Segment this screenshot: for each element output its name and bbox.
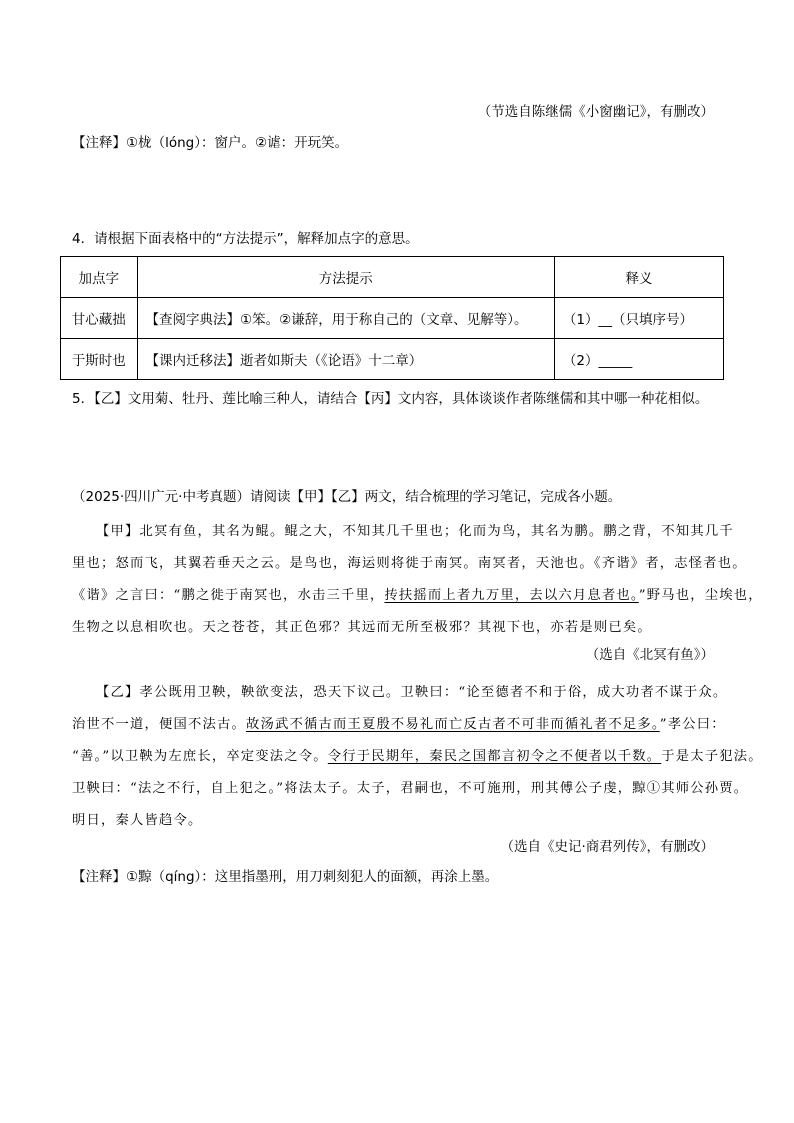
method-table (60, 256, 724, 380)
table-row (61, 339, 724, 380)
header-answer: 释义 (554, 257, 723, 298)
passage-jia-source: （选自《北冥有鱼》） (585, 647, 714, 663)
table-row (61, 298, 724, 339)
bottom-note: 【注释】①黥（qíng）：这里指墨刑，用刀刺刻犯人的面额，再涂上墨。 (72, 869, 499, 885)
question-5: 5．【乙】文用菊、牡丹、莲比喻三种人，请结合【丙】文内容，具体谈谈作者陈继儒和其中哪一种花相似。 (72, 391, 709, 407)
underlined-sentence: 抟扶摇而上者九万里，去以六月息者也。 (384, 588, 639, 603)
passage-line (72, 745, 763, 764)
section-intro: （2025·四川广元·中考真题）请阅读【甲】【乙】两文，结合梳理的学习笔记，完成各小题。 (72, 489, 622, 505)
text-segment: 于是太子犯法。 (661, 749, 763, 764)
underlined-sentence: 故汤武不循古而王夏殷不易礼而亡反古者不可非而循礼者不足多。 (245, 717, 660, 732)
text-segment: 《谐》之言曰：“鹏之徙于南冥也，水击三千里， (72, 588, 385, 603)
table-cell-word: 甘心藏拙 (61, 298, 138, 339)
header-hint: 方法提示 (137, 257, 554, 298)
passage-yi-source: （选自《史记·商君列传》，有删改） (500, 839, 714, 855)
table-cell-word: 于斯时也 (61, 339, 138, 380)
passage-line: 卫鞅曰：“法之不行，自上犯之。”将法太子。太子，君嗣也，不可施刑，刑其傅公子虔，黥①其师公孙贾。 (72, 781, 749, 796)
underlined-sentence: 令行于民期年，秦民之国都言初令之不便者以千数。 (327, 749, 662, 764)
header-word: 加点字 (61, 257, 138, 298)
top-note: 【注释】①栊（lóng）：窗户。②谑：开玩笑。 (72, 135, 349, 151)
passage-line: 里也；怒而飞，其翼若垂天之云。是鸟也，海运则将徙于南冥。南冥者，天池也。《齐谐》者，志怪者也。 (72, 556, 747, 571)
passage-line (72, 713, 726, 732)
table-cell-hint: 【查阅字典法】①笨。②谦辞，用于称自己的（文章、见解等）。 (137, 298, 554, 339)
passage-line: 明日，秦人皆趋令。 (72, 813, 203, 828)
text-segment: 治世不一道，便国不法古。 (72, 717, 246, 732)
text-segment: “善。”以卫鞅为左庶长，卒定变法之令。 (72, 749, 328, 764)
text-segment: ”野马也，尘埃也， (638, 588, 763, 603)
passage-line (72, 584, 763, 603)
table-header-row (61, 257, 724, 298)
top-source: （节选自陈继儒《小窗幽记》，有删改） (477, 104, 714, 120)
table-cell-answer: （2）_____ (554, 339, 723, 380)
passage-line: 【乙】孝公既用卫鞅，鞅欲变法，恐天下议己。卫鞅曰：“论至德者不和于俗，成大功者不谋于众。 (96, 685, 728, 700)
question-4-prompt: 4．请根据下面表格中的“方法提示”，解释加点字的意思。 (72, 231, 419, 247)
text-segment: ”孝公曰： (659, 717, 726, 732)
table-cell-answer: （1）__（只填序号） (554, 298, 723, 339)
passage-line: 【甲】北冥有鱼，其名为鲲。鲲之大，不知其几千里也；化而为鸟，其名为鹏。鹏之背，不知其几千 (96, 524, 734, 539)
passage-line: 生物之以息相吹也。天之苍苍，其正色邪？其远而无所至极邪？其视下也，亦若是则已矣。 (72, 620, 652, 635)
table-cell-hint: 【课内迁移法】逝者如斯夫（《论语》十二章） (137, 339, 554, 380)
